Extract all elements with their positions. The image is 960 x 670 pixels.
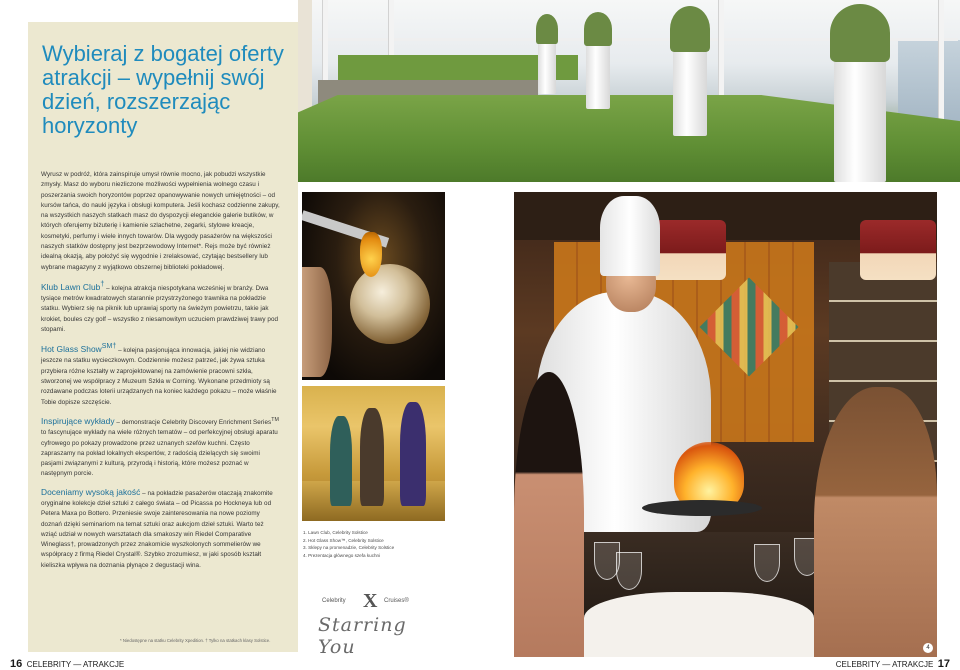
- logo-celebrity-word: Celebrity: [322, 598, 346, 604]
- photo-pan: [642, 500, 762, 516]
- starring-you-script: Starring You: [318, 614, 407, 658]
- footnote: * Niedostępne na statku Celebrity Xpedition. † Tylko na statkach klasy Solstice.: [120, 638, 271, 643]
- caption-item: 2. Hot Glass Show™, Celebrity Solstice: [303, 537, 384, 543]
- photo-captions: [303, 529, 463, 559]
- page-number: 17: [937, 658, 950, 670]
- photo-promenade: [302, 386, 445, 521]
- caption-item: 4. Prezentacja głównego szefa kuchni: [303, 552, 381, 558]
- photo-tablecloth: [584, 592, 814, 657]
- photo-hot-glass: [302, 192, 445, 380]
- section-hot-glass: [41, 342, 281, 408]
- section-lectures: Inspirujące wykłady – demonstracje Celebrity Discovery Enrichment Series™ to fascynujące wykłady na wiele różnych tematów – od perfekcyjnej obsługi aparatu cyfrowego po pokazy prowadzone przez uznanych szefów kuchni. Często zapraszamy na pokład lokalnych ekspertów, z radością dzielących się swoimi pasjami związanymi z kulturą, przyrodą i historią, które możesz poznać w następnym porcie.: [41, 415, 279, 478]
- photo-planter: [538, 42, 556, 94]
- photo-guest: [814, 387, 937, 657]
- section-text: Codziennie możesz patrzeć, jak żywa sztuka przybiera różne kształty w zaprojektowanej na zamówienie pracowni szkła, stworzonej we współpracy z Muzeum Szkła w Corning. Wykonane przedmioty są rozdawane podczas loterii urządzanych na koniec każdego pokazu – może właśnie Tobie dopisze szczęście.: [41, 357, 277, 406]
- section-title: Inspirujące wykłady: [41, 415, 115, 426]
- photo-guest: [514, 372, 584, 657]
- folio-section: ATRAKCJE: [83, 660, 125, 669]
- logo-cruises-word: Cruises®: [384, 598, 409, 604]
- logo-x-mark: X: [363, 590, 378, 612]
- photo-number-badge: 4: [923, 643, 933, 653]
- photo-person: [330, 416, 352, 506]
- photo-glass-orb: [350, 264, 430, 344]
- photo-person: [400, 402, 426, 506]
- photo-chef: [514, 192, 937, 657]
- photo-planter: [673, 50, 707, 136]
- section-text: to fascynujące wykłady na wiele różnych tematów – od perfekcyjnej obsługi aparatu cyfrowego po pokazy prowadzone przez uznanych szefów kuchni. Często zapraszamy na pokład lokalnych ekspertów, z radością dzielących się swoimi pasjami związanymi z kulturą, przyrodą i historią, które możesz poznać w następnym porcie.: [41, 429, 278, 478]
- section-lawn-club: [41, 280, 281, 335]
- photo-plant: [670, 6, 710, 52]
- page-headline: Wybieraj z bogatej oferty atrakcji – wypełnij swój dzień, rozszerzając horyzonty: [42, 41, 284, 138]
- page-number: 16: [10, 658, 23, 670]
- article-body: [41, 170, 281, 578]
- section-lead: – kolejna pasjonująca innowacja, jakiej nie widziano jeszcze na statku wycieczkowym.: [41, 347, 266, 365]
- photo-lamp: [860, 220, 936, 280]
- photo-wineglass: [616, 552, 642, 590]
- photo-plant: [584, 12, 612, 46]
- section-text: Dwa tysiące metrów kwadratowych starannie przystrzyżonego trawnika na pokładzie statku. Wybierz się na piknik lub uprawiaj sporty na świeżym powietrzu, takie jak krokiet, boules czy golf – wszystko z niesamowitym uczuciem prawdziwej trawy pod stopami.: [41, 284, 279, 333]
- section-title: Hot Glass Show$^{SM\dagger}$: [41, 343, 117, 355]
- section-title: Doceniamy wysoką jakość: [41, 486, 141, 497]
- folio-left: 16 CELEBRITY — ATRAKCJE: [10, 658, 125, 670]
- photo-molten-glass: [360, 232, 382, 277]
- photo-planter: [586, 45, 610, 109]
- folio-brand: CELEBRITY: [835, 660, 881, 669]
- section-quality: [41, 487, 281, 571]
- section-lead: – kolejna atrakcja niespotykana wcześniej w branży.: [104, 284, 254, 292]
- folio-section: ATRAKCJE: [892, 660, 934, 669]
- section-text: – od Picassa po Hockneya lub od Petera Maxa po Bottero. Przeniesie swoje zainteresowania na nowe poziomy doznań dzięki seminariom na temat sztuki oraz aukcjom dzieł sztuki. Warto też wziąć udział w nowych warsztatach dla smakoszy win Riedel Comparative Wineglass†, prowadzonych przez znakomicie wyszkolonych sommelierów we współpracy z firmą Riedel Crystal®. Szybko zrozumiesz, w jaki sposób kształt kieliszka wpływa na doznania płynące z degustacji wina.: [41, 500, 272, 569]
- caption-item: 1. Lawn Club, Celebrity Solstice: [303, 530, 368, 535]
- section-title: Klub Lawn Club†: [41, 280, 105, 292]
- photo-rail-post: [718, 0, 724, 110]
- folio-right: CELEBRITY — ATRAKCJE 17: [835, 658, 950, 670]
- section-lead: – na pokładzie pasażerów otaczają znakomite oryginalne kolekcje dzieł sztuki z całego świata: [41, 489, 273, 507]
- photo-lamp: [650, 220, 726, 280]
- section-lead: – demonstracje Celebrity Discovery Enrichment Series: [114, 418, 272, 426]
- photo-chef-hat: [600, 196, 660, 276]
- intro-paragraph: Wyrusz w podróż, która zainspiruje umysł równie mocno, jak pobudzi wszystkie zmysły. Masz do wyboru niezliczone możliwości wypełnienia wolnego czasu i poszerzania swoich horyzontów poprzez opanowywanie nowych umiejętności – od kursów tańca, do nauki języka i obsługi komputera. Jeśli kochasz codzienne zakupy, na wszystkich naszych statkach masz do dyspozycji eleganckie galerie butików, w których oferujemy biżuterię i kamienie szlachetne, zegarki, stylowe kreacje, kosmetyki, perfumy i wiele innych towarów. Dla wygody pasażerów na większości naszych statków dostępny jest bezprzewodowy Internet*. Rejs może być również idealną okazją, aby położyć się wygodnie i zrelaksować, czytając bestsellery lub wybrane magazyny z wyjątkowo obszernej biblioteki pokładowej.: [41, 171, 280, 271]
- photo-wineglass: [754, 544, 780, 582]
- photo-planter: [834, 60, 886, 182]
- photo-lawn-deck: [298, 0, 960, 182]
- photo-plant: [830, 4, 890, 62]
- caption-item: 3. Sklepy na promenadzie, Celebrity Solstice: [303, 545, 395, 551]
- photo-person: [360, 408, 384, 506]
- photo-glassblower: [302, 267, 332, 377]
- celebrity-logo: [318, 590, 438, 658]
- photo-plant: [536, 14, 558, 44]
- folio-brand: CELEBRITY: [26, 660, 72, 669]
